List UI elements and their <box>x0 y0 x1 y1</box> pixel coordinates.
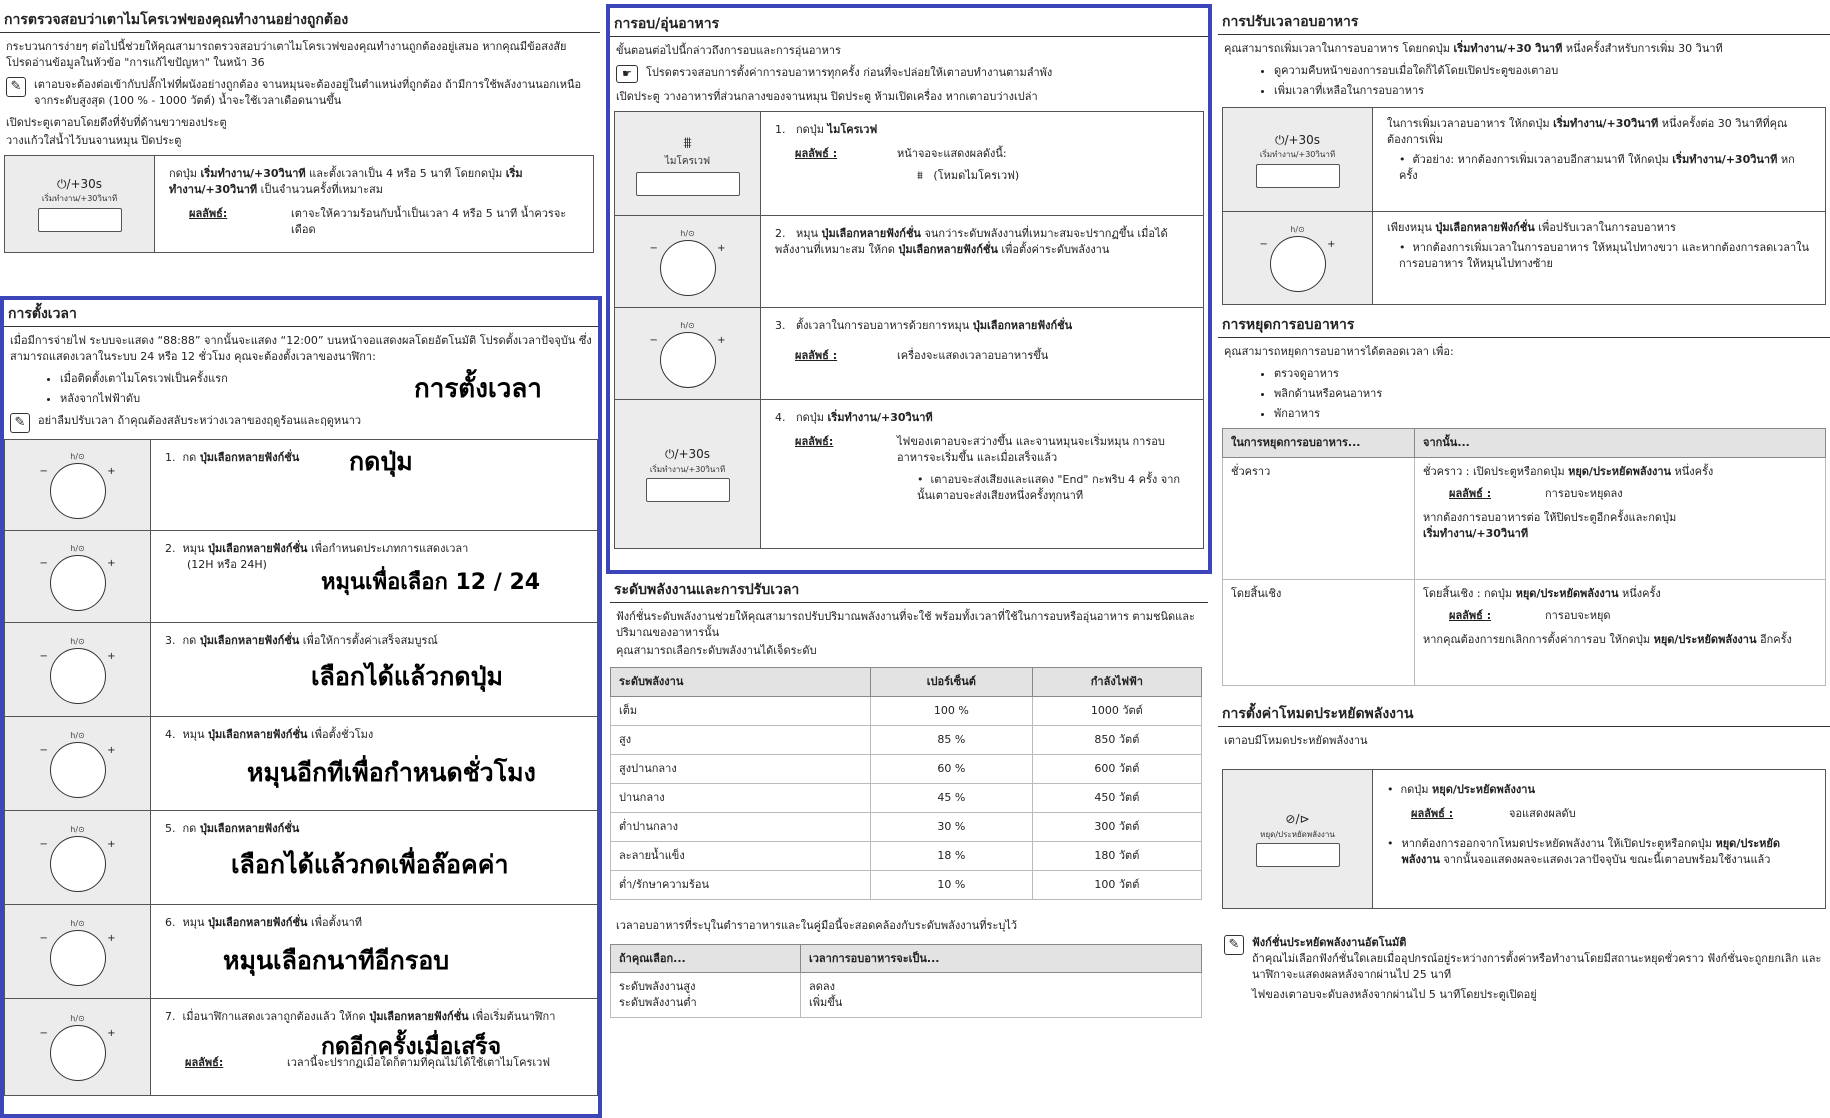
multi-function-dial[interactable] <box>50 648 106 704</box>
clock-step: h/⊙ − + 3. กด ปุ่มเลือกหลายฟังก์ชั่น เพื่อให้การตั้งค่าเสร็จสมบูรณ์ เลือกได้แล้วกดปุ่ม <box>5 623 597 717</box>
clock-step-overlay: กดปุ่ม <box>349 447 413 477</box>
microwave-mode-icon: ⩩ <box>917 169 923 183</box>
check-line-1: เปิดประตูเตาอบโดยดึงที่จับที่ด้านขวาของประตู <box>6 116 227 130</box>
cooking-title: การอบ/อุ่นอาหาร <box>610 12 1208 37</box>
cooking-intro: ขั้นตอนต่อไปนี้กล่าวถึงการอบและการอุ่นอาหาร <box>616 44 841 58</box>
clock-step: h/⊙ − + 2. หมุน ปุ่มเลือกหลายฟังก์ชั่น เพื่อกำหนดประเภทการแสดงเวลา (12H หรือ 24H) หมุนเพื่อเลือก 12 / 24 <box>5 531 597 623</box>
multi-function-dial[interactable] <box>50 1025 106 1081</box>
column-left <box>0 0 600 1069</box>
check-line-2: วางแก้วใส่น้ำไว้บนจานหมุน ปิดประตู <box>6 133 182 147</box>
power-intro-2: คุณสามารถเลือกระดับพลังงานได้เจ็ดระดับ <box>616 644 817 658</box>
clock-steps <box>4 439 598 1096</box>
clock-step-overlay: กดอีกครั้งเมื่อเสร็จ <box>321 1034 502 1061</box>
multi-function-dial[interactable] <box>1270 236 1326 292</box>
cooking-step-4: ⏻/+30s เริ่มทำงาน/+30วินาที 4. กดปุ่ม เริ่มทำงาน/+30วินาที ผลลัพธ์: ไฟของเตาอบจะสว่างขึ้น และจานหมุนจะเริ่มหมุน การอบอาหารจะเริ่มขึ้น และเมื่อเสร็จแล้ว • เตาอบจะส่งเสียงและแสดง "End" กะพริบ 4 ครั้ง จากนั้นเตาอบจะส่งเสียงหนึ่งครั้งทุกนาที <box>615 400 1203 548</box>
eco-title: การตั้งค่าโหมดประหยัดพลังงาน <box>1218 702 1830 727</box>
stop-eco-button[interactable] <box>1256 843 1340 867</box>
clock-bullet: • เมื่อติดตั้งเตาไมโครเวฟเป็นครั้งแรก <box>60 371 598 387</box>
table-row: เต็ม 100 % 1000 วัตต์ <box>611 697 1202 726</box>
clock-section <box>0 296 602 1118</box>
adjust-box: ⏻/+30s เริ่มทำงาน/+30วินาที ในการเพิ่มเวลาอบอาหาร ให้กดปุ่ม เริ่มทำงาน/+30วินาที หนึ่งครั้งต่อ 30 วินาทีที่คุณต้องการเพิ่ม • ตัวอย่าง: หากต้องการเพิ่มเวลาอบอีกสามนาที ให้กดปุ่ม เริ่มทำงาน/+30วินาที หกครั้ง h/⊙ − + เพียงหมุน ปุ่มเลือกหลายฟังก์ชั่น เพื่อปรับเวลาในการอบอาหาร • หากต้องการเพิ่มเวลาในการอบอาหาร ให้หมุนไปทางขวา และหากต้องการลดเวลาในการอบอาหาร ให้หมุนไปทางซ้าย <box>1222 107 1826 305</box>
clock-overlay-title: การตั้งเวลา <box>414 374 542 405</box>
multi-function-dial[interactable] <box>50 742 106 798</box>
stop-intro: คุณสามารถหยุดการอบอาหารได้ตลอดเวลา เพื่อ: <box>1224 345 1454 359</box>
check-note <box>0 77 600 109</box>
clock-step-overlay: หมุนเพื่อเลือก 12 / 24 <box>321 570 541 596</box>
check-step-box <box>4 155 594 253</box>
check-section <box>0 8 600 253</box>
clock-title: การตั้งเวลา <box>4 302 598 327</box>
table-row: ต่ำปานกลาง 30 % 300 วัตต์ <box>611 812 1202 841</box>
clock-step: h/⊙ − + 5. กด ปุ่มเลือกหลายฟังก์ชั่น เลือกได้แล้วกดเพื่อล๊อคค่า <box>5 811 597 905</box>
column-right <box>1218 0 1830 1009</box>
power-title: ระดับพลังงานและการปรับเวลา <box>610 578 1208 603</box>
eco-section <box>1218 702 1830 1003</box>
cooking-section <box>606 4 1212 574</box>
power-time-table: ถ้าคุณเลือก... เวลาการอบอาหารจะเป็น... ระดับพลังงานสูง ระดับพลังงานต่ำ ลดลง เพิ่มขึ้น <box>610 944 1202 1019</box>
eco-box: ⊘/⊳ หยุด/ประหยัดพลังงาน • กดปุ่ม หยุด/ประหยัดพลังงาน ผลลัพธ์ : จอแสดงผลดับ • หากต้องการออกจากโหมดประหยัดพลังงาน ให้เปิดประตูหรือกดปุ่ม หยุด/ประหยัดพลังงาน จากนั้นจอแสดงผลจะแสดงเวลาปัจจุบัน ขณะนี้เตาอบพร้อมใช้งานแล้ว <box>1222 769 1826 909</box>
clock-step-overlay: หมุนเลือกนาทีอีกรอบ <box>223 946 450 976</box>
cooking-step-2: h/⊙ − + 2. หมุน ปุ่มเลือกหลายฟังก์ชั่น จนกว่าระดับพลังงานที่เหมาะสมจะปรากฏขึ้น เมื่อได้พลังงานที่เหมาะสม ให้กด ปุ่มเลือกหลายฟังก์ชั่น เพื่อตั้งค่าระดับพลังงาน <box>615 216 1203 308</box>
pencil-note-icon: ✎ <box>6 77 26 97</box>
table-row: ละลายน้ำแข็ง 18 % 180 วัตต์ <box>611 841 1202 870</box>
multi-function-dial[interactable] <box>50 555 106 611</box>
start-button-top-label: ⏻/+30s <box>56 176 103 191</box>
microwave-icon: ⩩ <box>683 133 692 153</box>
adjust-title: การปรับเวลาอบอาหาร <box>1218 10 1830 35</box>
clock-step: h/⊙ − + 7. เมื่อนาฬิกาแสดงเวลาถูกต้องแล้ว ให้กด ปุ่มเลือกหลายฟังก์ชั่น เพื่อเริ่มต้นนาฬิกา กดอีกครั้งเมื่อเสร็จ ผลลัพธ์: เวลานี้จะปรากฏเมื่อใดก็ตามที่คุณไม่ได้ใช้เตาไมโครเวฟ <box>5 999 597 1095</box>
clock-intro: เมื่อมีการจ่ายไฟ ระบบจะแสดง “88:88” จากนั้นจะแสดง “12:00” บนหน้าจอแสดงผลโดยอัตโนมัติ โปรดตั้งเวลาปัจจุบัน ซึ่งสามารถแสดงเวลาในระบบ 24 หรือ 12 ชั่วโมง คุณจะต้องตั้งเวลาของนาฬิกา: <box>10 334 592 364</box>
clock-step: h/⊙ − + 1. กด ปุ่มเลือกหลายฟังก์ชั่น กดปุ่ม <box>5 440 597 531</box>
cooking-line: เปิดประตู วางอาหารที่ส่วนกลางของจานหมุน ปิดประตู ห้ามเปิดเครื่อง หากเตาอบว่างเปล่า <box>616 90 1038 104</box>
pencil-note-icon: ✎ <box>1224 935 1244 955</box>
microwave-button-label: ไมโครเวฟ <box>664 155 711 167</box>
start-button[interactable] <box>38 208 122 232</box>
stop-bullets: • ตรวจดูอาหาร • พลิกด้านหรือคนอาหาร • พักอาหาร <box>1218 366 1830 422</box>
start-button-illustration <box>5 156 155 252</box>
start-button[interactable] <box>1256 164 1340 188</box>
table-row: ต่ำ/รักษาความร้อน 10 % 100 วัตต์ <box>611 870 1202 899</box>
table-row: โดยสิ้นเชิง โดยสิ้นเชิง : กดปุ่ม หยุด/ประหยัดพลังงาน หนึ่งครั้ง ผลลัพธ์ : การอบจะหยุด หากคุณต้องการยกเลิกการตั้งค่าการอบ ให้กดปุ่ม หยุด/ประหยัดพลังงาน อีกครั้ง <box>1223 580 1826 686</box>
check-step-body <box>155 156 593 252</box>
clock-step-overlay: หมุนอีกทีเพื่อกำหนดชั่วโมง <box>247 758 536 788</box>
table-row: สูง 85 % 850 วัตต์ <box>611 725 1202 754</box>
multi-function-dial[interactable] <box>660 240 716 296</box>
clock-step-overlay: เลือกได้แล้วกดเพื่อล๊อคค่า <box>231 850 509 880</box>
clock-step7-result: ผลลัพธ์: เวลานี้จะปรากฏเมื่อใดก็ตามที่คุณไม่ได้ใช้เตาไมโครเวฟ <box>185 1055 551 1069</box>
cooking-hand-note: ☛ โปรดตรวจสอบการตั้งค่าการอบอาหารทุกครั้ง ก่อนที่จะปล่อยให้เตาอบทำงานตามลำพัง <box>610 65 1208 83</box>
pointing-hand-icon: ☛ <box>616 65 638 83</box>
stop-section <box>1218 313 1830 686</box>
adjust-section <box>1218 10 1830 305</box>
eco-intro: เตาอบมีโหมดประหยัดพลังงาน <box>1224 734 1368 748</box>
power-intro: ฟังก์ชั่นระดับพลังงานช่วยให้คุณสามารถปรับปริมาณพลังงานที่จะใช้ พร้อมทั้งเวลาที่ใช้ในการอบหรืออุ่นอาหาร ตามชนิดและปริมาณของอาหารนั้น <box>616 610 1195 640</box>
power-table: ระดับพลังงาน เปอร์เซ็นต์ กำลังไฟฟ้า เต็ม 100 % 1000 วัตต์ สูง 85 % 850 วัตต์ สูงปานกลาง 60 % 600 วัตต์ ปานกลาง 45 % 450 วัตต์ ต่ำปานกลาง 30 % 300 วัตต์ ละลายน้ำแข็ง 18 % 180 วัตต์ ต่ำ/รักษาความร้อน 10 % 100 วัตต์ <box>610 667 1202 900</box>
multi-function-dial[interactable] <box>50 463 106 519</box>
table-row: ชั่วคราว ชั่วคราว : เปิดประตูหรือกดปุ่ม หยุด/ประหยัดพลังงาน หนึ่งครั้ง ผลลัพธ์ : การอบจะหยุดลง หากต้องการอบอาหารต่อ ให้ปิดประตูอีกครั้งและกดปุ่ม เริ่มทำงาน/+30วินาที <box>1223 458 1826 580</box>
stop-table: ในการหยุดการอบอาหาร... จากนั้น... ชั่วคราว ชั่วคราว : เปิดประตูหรือกดปุ่ม หยุด/ประหยัดพลังงาน หนึ่งครั้ง ผลลัพธ์ : การอบจะหยุดลง หากต้องการอบอาหารต่อ ให้ปิดประตูอีกครั้งและกดปุ่ม เริ่มทำงาน/+30วินาที โดยสิ้นเชิง โดยสิ้นเชิง : กดปุ่ม หยุด/ประหยัดพลังงาน หนึ่งครั้ง ผลลัพธ์ : การอบจะหยุด หากคุณต้องการยกเลิกการตั้งค่าการอบ ให้กดปุ่ม หยุด/ประหยัดพลังงาน อีกครั้ง <box>1222 428 1826 686</box>
adjust-intro: คุณสามารถเพิ่มเวลาในการอบอาหาร โดยกดปุ่ม เริ่มทำงาน/+30 วินาที หนึ่งครั้งสำหรับการเพิ่ม 30 วินาที <box>1224 42 1723 56</box>
eco-auto-note: ✎ ฟังก์ชั่นประหยัดพลังงานอัตโนมัติ ถ้าคุณไม่เลือกฟังก์ชั่นใดเลยเมื่ออุปกรณ์อยู่ระหว่างการตั้งค่าหรือทำงานโดยมีสถานะหยุดชั่วคราว ฟังก์ชั่นจะถูกยกเลิก และนาฬิกาจะแสดงผลหลังจากผ่านไป 25 นาที ไฟของเตาอบจะดับลงหลังจากผ่านไป 5 นาทีโดยประตูเปิดอยู่ <box>1218 935 1830 1003</box>
start-button[interactable] <box>646 478 730 502</box>
adjust-bullets: • ดูความคืบหน้าของการอบเมื่อใดก็ได้โดยเปิดประตูของเตาอบ • เพิ่มเวลาที่เหลือในการอบอาหาร <box>1218 63 1830 99</box>
check-title: การตรวจสอบว่าเตาไมโครเวฟของคุณทำงานอย่างถูกต้อง <box>0 8 600 33</box>
clock-bullet: • หลังจากไฟฟ้าดับ <box>60 391 598 407</box>
start-button-sub-label: เริ่มทำงาน/+30วินาที <box>41 194 118 204</box>
power-note: เวลาอบอาหารที่ระบุในตำราอาหารและในคู่มือนี้จะสอดคล้องกับระดับพลังงานที่ระบุไว้ <box>616 918 1018 932</box>
power-section <box>606 578 1212 1018</box>
cooking-step-1: ⩩ ไมโครเวฟ 1. กดปุ่ม ไมโครเวฟ ผลลัพธ์ : หน้าจอจะแสดงผลดังนี้: ⩩ (โหมดไมโครเวฟ) <box>615 112 1203 216</box>
cooking-step-3: h/⊙ − + 3. ตั้งเวลาในการอบอาหารด้วยการหมุน ปุ่มเลือกหลายฟังก์ชั่น ผลลัพธ์ : เครื่องจะแสดงเวลาอบอาหารขึ้น <box>615 308 1203 400</box>
table-row: สูงปานกลาง 60 % 600 วัตต์ <box>611 754 1202 783</box>
stop-title: การหยุดการอบอาหาร <box>1218 313 1830 338</box>
table-row: ปานกลาง 45 % 450 วัตต์ <box>611 783 1202 812</box>
cooking-steps <box>614 111 1204 549</box>
multi-function-dial[interactable] <box>50 930 106 986</box>
eco-stop-icon: ⊘/⊳ <box>1285 812 1310 827</box>
clock-note <box>4 413 598 433</box>
clock-step-overlay: เลือกได้แล้วกดปุ่ม <box>311 662 504 692</box>
multi-function-dial[interactable] <box>660 332 716 388</box>
check-step-text: กดปุ่ม เริ่มทำงาน/+30วินาที และตั้งเวลาเป็น 4 หรือ 5 นาที โดยกดปุ่ม เริ่มทำงาน/+30วินาที เป็นจำนวนครั้งที่เหมาะสม <box>169 166 523 196</box>
pencil-note-icon: ✎ <box>10 413 30 433</box>
column-middle <box>606 0 1212 1018</box>
multi-function-dial[interactable] <box>50 836 106 892</box>
check-result: ผลลัพธ์: เตาจะให้ความร้อนกับน้ำเป็นเวลา 4 หรือ 5 นาที น้ำควรจะเดือด <box>189 206 567 236</box>
clock-step: h/⊙ − + 6. หมุน ปุ่มเลือกหลายฟังก์ชั่น เพื่อตั้งนาที หมุนเลือกนาทีอีกรอบ <box>5 905 597 999</box>
check-note-text: เตาอบจะต้องต่อเข้ากับปลั๊กไฟที่ผนังอย่างถูกต้อง จานหมุนจะต้องอยู่ในตำแหน่งที่ถูกต้อง ถ้ามีการใช้พลังงานนอกเหนือจากระดับสูงสุด (100 % - 1000 วัตต์) น้ำจะใช้เวลาเดือดนานขึ้น <box>34 78 582 108</box>
clock-note-text: อย่าลืมปรับเวลา ถ้าคุณต้องสลับระหว่างเวลาของฤดูร้อนและฤดูหนาว <box>38 414 362 428</box>
microwave-button[interactable] <box>636 172 740 196</box>
table-row: ระดับพลังงานสูง ระดับพลังงานต่ำ ลดลง เพิ่มขึ้น <box>611 973 1202 1018</box>
clock-step: h/⊙ − + 4. หมุน ปุ่มเลือกหลายฟังก์ชั่น เพื่อตั้งชั่วโมง หมุนอีกทีเพื่อกำหนดชั่วโมง <box>5 717 597 811</box>
check-intro: กระบวนการง่ายๆ ต่อไปนี้ช่วยให้คุณสามารถตรวจสอบว่าเตาไมโครเวฟของคุณทำงานถูกต้องอยู่เสมอ หากคุณมีข้อสงสัย โปรดอ่านข้อมูลในหัวข้อ "การแก้ไขปัญหา" ในหน้า 36 <box>6 40 567 70</box>
